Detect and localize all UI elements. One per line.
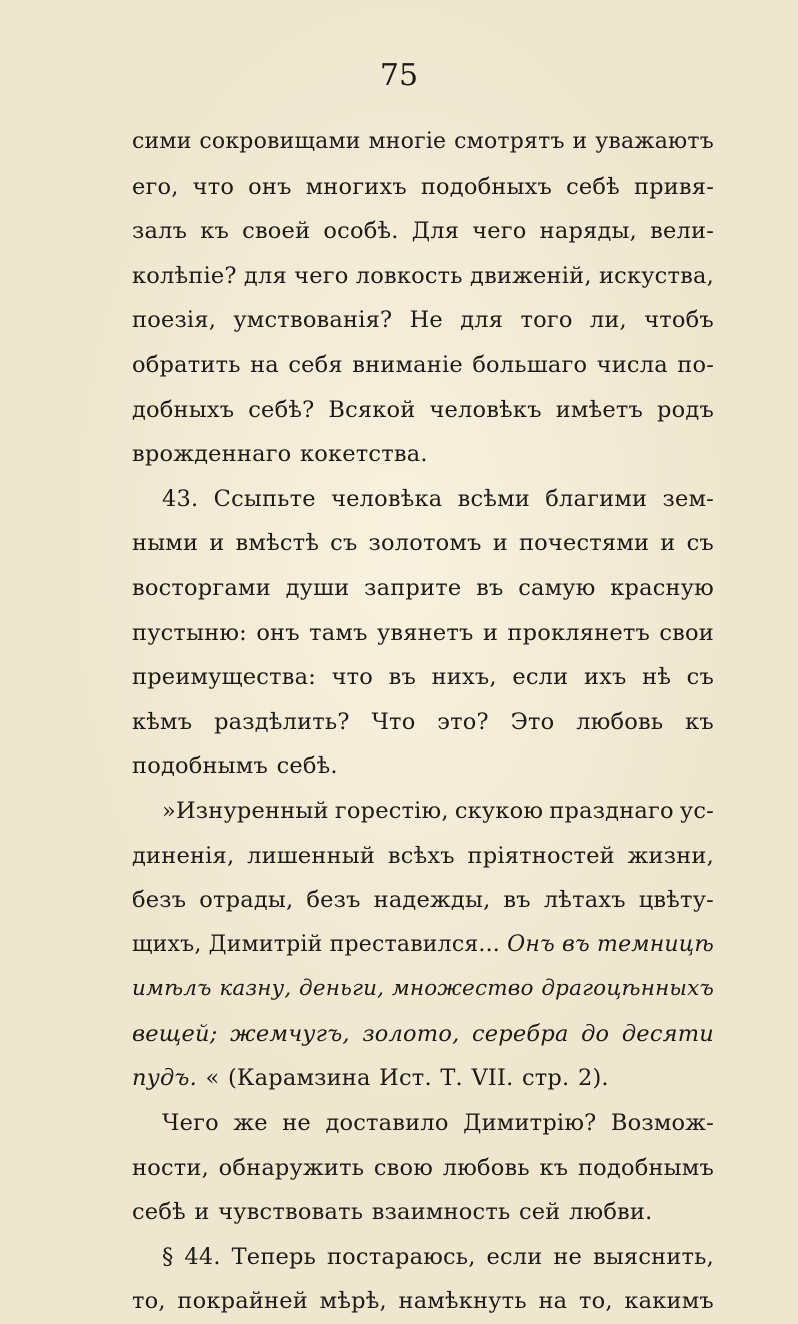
word: Это bbox=[510, 708, 555, 735]
word: къ bbox=[685, 708, 714, 735]
text-line bbox=[132, 254, 714, 299]
word: себѣ? bbox=[248, 396, 315, 423]
word: большаго bbox=[472, 351, 588, 378]
word: смотрятъ bbox=[454, 129, 565, 154]
word: кокетства. bbox=[299, 441, 428, 468]
body-text bbox=[132, 120, 714, 1324]
word: горестію, bbox=[334, 797, 449, 824]
word: обратить bbox=[132, 351, 241, 378]
word: для bbox=[460, 307, 504, 334]
word: въ bbox=[562, 931, 590, 957]
word: безъ bbox=[306, 887, 361, 914]
word: диненія, bbox=[132, 842, 235, 869]
word: жизни, bbox=[627, 842, 714, 869]
word: кѣмъ bbox=[132, 708, 193, 735]
word: любви. bbox=[569, 1199, 653, 1226]
word: увянетъ bbox=[376, 619, 474, 646]
word: онъ bbox=[256, 619, 300, 646]
word: серебра bbox=[471, 1020, 569, 1047]
word: имѣетъ bbox=[555, 396, 644, 423]
word: (Карамзина bbox=[228, 1065, 371, 1092]
word: 43. bbox=[162, 485, 199, 512]
text-line bbox=[132, 1146, 714, 1191]
word: подобнымъ bbox=[577, 1154, 714, 1181]
word: всѣми bbox=[457, 485, 531, 512]
word: чтобъ bbox=[644, 307, 714, 334]
text-line bbox=[132, 298, 714, 343]
word: безъ bbox=[132, 887, 187, 914]
word: вмѣстѣ bbox=[235, 530, 320, 557]
word: § bbox=[162, 1243, 174, 1270]
word: »Изнуренный bbox=[162, 797, 329, 824]
word: въ bbox=[388, 664, 417, 691]
word: какимъ bbox=[624, 1288, 714, 1315]
word: чего bbox=[472, 218, 527, 245]
word: и bbox=[209, 530, 225, 557]
word: на bbox=[538, 1288, 568, 1315]
word: десяти bbox=[621, 1020, 714, 1047]
word: человѣка bbox=[331, 485, 443, 512]
word: Для bbox=[411, 218, 460, 245]
word: до bbox=[581, 1020, 610, 1047]
word: нѣ bbox=[642, 664, 672, 691]
word: ности, bbox=[132, 1154, 209, 1181]
word: привя- bbox=[633, 173, 714, 200]
word: Онъ bbox=[507, 931, 555, 957]
word: Димитрій bbox=[208, 931, 323, 957]
word: постараюсь, bbox=[326, 1243, 476, 1270]
text-line bbox=[132, 700, 714, 745]
text-line bbox=[132, 120, 714, 165]
word: умствованія? bbox=[233, 307, 393, 334]
word: золото, bbox=[362, 1020, 460, 1047]
word: и bbox=[660, 530, 676, 557]
text-line bbox=[132, 1101, 714, 1146]
text-line bbox=[132, 744, 714, 789]
word: щихъ, bbox=[132, 931, 202, 957]
word: движеній, bbox=[470, 262, 592, 289]
word: почестями bbox=[518, 530, 650, 557]
word: взаимность bbox=[371, 1199, 511, 1226]
word: вели- bbox=[650, 218, 714, 245]
word: что bbox=[192, 173, 235, 200]
word: вещей; bbox=[132, 1020, 218, 1047]
word: золотомъ bbox=[368, 530, 482, 557]
word: 2). bbox=[577, 1065, 609, 1092]
word: темницѣ bbox=[597, 931, 714, 957]
word: это? bbox=[437, 708, 489, 735]
word: Теперь bbox=[231, 1243, 317, 1270]
word: надежды, bbox=[373, 887, 491, 914]
word: съ bbox=[330, 530, 358, 557]
text-line bbox=[132, 477, 714, 522]
word: и bbox=[194, 1199, 210, 1226]
word: скукою bbox=[454, 797, 544, 824]
word: себѣ. bbox=[276, 753, 338, 780]
word: особѣ. bbox=[323, 218, 399, 245]
word: для bbox=[243, 262, 287, 289]
word: многихъ bbox=[305, 173, 407, 200]
word: заприте bbox=[364, 574, 462, 601]
word: чувствовать bbox=[218, 1199, 364, 1226]
word: поезія, bbox=[132, 307, 217, 334]
word: свою bbox=[373, 1154, 434, 1181]
word: драгоцѣнныхъ bbox=[541, 976, 714, 1002]
word: ными bbox=[132, 530, 199, 557]
word: намѣкнуть bbox=[398, 1288, 527, 1315]
word: добныхъ bbox=[132, 396, 235, 423]
word: что bbox=[331, 664, 374, 691]
word: любовь bbox=[576, 708, 664, 735]
word: Ссыпьте bbox=[213, 485, 316, 512]
text-line bbox=[132, 566, 714, 611]
text-line bbox=[132, 789, 714, 834]
word: человѣкъ bbox=[429, 396, 542, 423]
word: колѣпіе? bbox=[132, 262, 237, 289]
word: раздѣлить? bbox=[214, 708, 350, 735]
word: обнаружить bbox=[218, 1154, 365, 1181]
word: преимущества: bbox=[132, 664, 316, 691]
word: проклянетъ bbox=[507, 619, 650, 646]
word: пудъ. bbox=[132, 1065, 197, 1092]
word: подобнымъ bbox=[132, 753, 269, 780]
word: его, bbox=[132, 173, 179, 200]
word: ихъ bbox=[583, 664, 627, 691]
word: залъ bbox=[132, 218, 188, 245]
text-line bbox=[132, 1012, 714, 1057]
word: чего bbox=[294, 262, 349, 289]
text-line bbox=[132, 878, 714, 923]
text-line bbox=[132, 388, 714, 433]
word: множество bbox=[391, 976, 534, 1002]
word: въ bbox=[476, 574, 504, 601]
word: и bbox=[492, 530, 508, 557]
word: Не bbox=[409, 307, 443, 334]
text-line bbox=[132, 834, 714, 879]
word: тамъ bbox=[309, 619, 368, 646]
word: Димитрію? bbox=[463, 1110, 597, 1137]
text-line bbox=[132, 521, 714, 566]
word: деньги, bbox=[299, 976, 385, 1002]
text-line bbox=[132, 343, 714, 388]
word: цвѣту- bbox=[638, 887, 714, 914]
text-line bbox=[132, 209, 714, 254]
word: пріятностей bbox=[467, 842, 615, 869]
word: по- bbox=[677, 351, 714, 378]
word: мѣрѣ, bbox=[319, 1288, 387, 1315]
word: къ bbox=[200, 218, 230, 245]
word: пустыню: bbox=[132, 619, 247, 646]
word: въ bbox=[503, 887, 531, 914]
word: сокровищами bbox=[199, 129, 361, 154]
word: то, bbox=[578, 1288, 613, 1315]
word: жемчугъ, bbox=[230, 1020, 350, 1047]
word: празднаго bbox=[549, 797, 674, 824]
word: всѣхъ bbox=[387, 842, 455, 869]
word: казну, bbox=[219, 976, 292, 1002]
word: числа bbox=[596, 351, 668, 378]
text-line bbox=[132, 923, 714, 968]
word: съ bbox=[686, 530, 714, 557]
word: своей bbox=[242, 218, 311, 245]
word: благими bbox=[545, 485, 648, 512]
word: не bbox=[553, 1243, 583, 1270]
word: Что bbox=[371, 708, 416, 735]
word: Т. bbox=[440, 1065, 463, 1092]
word: Ист. bbox=[379, 1065, 432, 1092]
word: Чего bbox=[162, 1110, 219, 1137]
word: души bbox=[285, 574, 350, 601]
word: наряды, bbox=[539, 218, 637, 245]
word: лишенный bbox=[247, 842, 376, 869]
word: ли, bbox=[589, 307, 627, 334]
word: себя bbox=[288, 351, 343, 378]
text-line bbox=[132, 611, 714, 656]
word: многіе bbox=[368, 129, 447, 154]
word: 44. bbox=[184, 1243, 221, 1270]
word: выяснить, bbox=[592, 1243, 714, 1270]
word: сей bbox=[518, 1199, 561, 1226]
word: самую bbox=[518, 574, 596, 601]
text-line bbox=[132, 1279, 714, 1324]
word: любовь bbox=[442, 1154, 530, 1181]
word: себѣ bbox=[132, 1199, 186, 1226]
word: съ bbox=[686, 664, 714, 691]
word: отрады, bbox=[199, 887, 294, 914]
word: преставился... bbox=[329, 931, 501, 957]
word: лѣтахъ bbox=[543, 887, 626, 914]
word: подобныхъ bbox=[420, 173, 553, 200]
word: восторгами bbox=[132, 574, 271, 601]
word: стр. bbox=[521, 1065, 570, 1092]
text-line bbox=[132, 655, 714, 700]
word: свои bbox=[659, 619, 714, 646]
word: VII. bbox=[471, 1065, 514, 1092]
word: родъ bbox=[657, 396, 714, 423]
word: ловкость bbox=[355, 262, 463, 289]
word: Возмож- bbox=[610, 1110, 714, 1137]
word: на bbox=[250, 351, 279, 378]
text-line bbox=[132, 1235, 714, 1280]
text-line bbox=[132, 165, 714, 210]
word: сими bbox=[132, 129, 192, 154]
word: и bbox=[572, 129, 588, 154]
word: зем- bbox=[662, 485, 714, 512]
text-line bbox=[132, 1190, 714, 1235]
word: врожденнаго bbox=[132, 441, 292, 468]
word: доставило bbox=[325, 1110, 449, 1137]
word: имѣлъ bbox=[132, 976, 212, 1002]
word: Всякой bbox=[328, 396, 416, 423]
word: же bbox=[233, 1110, 268, 1137]
word: себѣ bbox=[566, 173, 620, 200]
word: искуства, bbox=[598, 262, 714, 289]
word: « bbox=[205, 1065, 220, 1092]
text-line bbox=[132, 967, 714, 1012]
text-line bbox=[132, 1056, 714, 1101]
word: уважаютъ bbox=[595, 129, 714, 154]
word: красную bbox=[610, 574, 714, 601]
word: покрайней bbox=[177, 1288, 308, 1315]
word: то, bbox=[132, 1288, 166, 1315]
word: если bbox=[486, 1243, 543, 1270]
word: если bbox=[512, 664, 569, 691]
word: нихъ, bbox=[431, 664, 497, 691]
word: и bbox=[482, 619, 499, 646]
word: онъ bbox=[248, 173, 292, 200]
text-line bbox=[132, 432, 714, 477]
word: не bbox=[282, 1110, 311, 1137]
word: къ bbox=[539, 1154, 569, 1181]
page-number: 75 bbox=[379, 58, 419, 93]
word: ус- bbox=[679, 797, 714, 824]
word: того bbox=[520, 307, 573, 334]
word: вниманіе bbox=[352, 351, 463, 378]
